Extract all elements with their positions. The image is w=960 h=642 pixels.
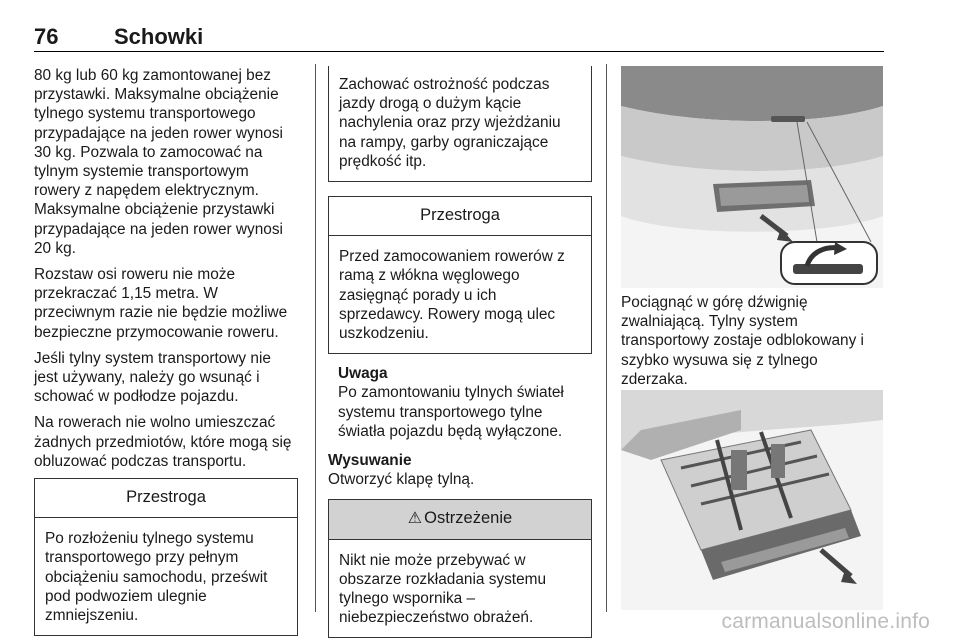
- note-body: Po zamontowaniu tylnych świateł systemu transportowego tylne światła pojazdu będą wyłączone.: [338, 384, 564, 440]
- chapter-title: Schowki: [114, 24, 204, 49]
- page-number: 76: [34, 24, 59, 49]
- warning-box-header: [329, 500, 591, 539]
- warning-triangle-icon: ⚠: [407, 510, 423, 528]
- column-2: [328, 66, 592, 638]
- caution-box-carbon: [328, 196, 592, 354]
- page-header: [34, 24, 884, 52]
- paragraph-loose-items: Na rowerach nie wolno umieszczać żadnych przedmiotów, które mogą się obluzować podczas transportu.: [34, 414, 292, 470]
- paragraph-load-limits: 80 kg lub 60 kg zamontowanej bez przystawki. Maksymalne obciążenie tylnego systemu transportowego przypadające na jeden rower wynosi 30 kg. Pozwala to zamocować na tylnym systemie transportowym rowery z napędem elektrycznym. Maksymalne obciążenie przystawki przypadające na jeden rower wynosi 20 kg.: [34, 67, 283, 257]
- illustration-release-lever: [621, 66, 883, 288]
- caution-box-body: Po rozłożeniu tylnego systemu transportowego przy pełnym obciążeniu samochodu, prześwit pod podwoziem ulegnie zmniejszeniu.: [45, 530, 268, 625]
- header-rule: [34, 51, 884, 52]
- column-divider-right: [606, 64, 607, 612]
- caution-box-clearance: [34, 478, 298, 636]
- continued-caution-box: [328, 66, 592, 182]
- paragraph-stow: Jeśli tylny system transportowy nie jest używany, należy go wsunąć i schować w podłodze pojazdu.: [34, 349, 271, 406]
- column-3-caption: Pociągnąć w górę dźwignię zwalniającą. Tylny system transportowy zostaje odblokowany i szybko wysuwa się z tylnego zderzaka.: [621, 294, 864, 388]
- warning-box-body: Nikt nie może przebywać w obszarze rozkładania systemu tylnego wspornika – niebezpieczeństwo obrażeń.: [339, 551, 547, 627]
- illustration-carrier-extended: [621, 390, 883, 610]
- column-1: [34, 66, 298, 636]
- watermark: carmanualsonline.info: [721, 610, 930, 633]
- continued-caution-text: Zachować ostrożność podczas jazdy drogą o dużym kącie nachylenia oraz przy wjeżdżaniu na rampy, garby ograniczające prędkość itp.: [339, 76, 561, 170]
- caution-box-title: Przestroga: [329, 197, 591, 236]
- column-divider-left: [315, 64, 316, 612]
- section-subheading: Wysuwanie: [328, 452, 412, 470]
- caution-box-title: Przestroga: [35, 479, 297, 518]
- warning-box: [328, 499, 592, 638]
- instruction-open-tailgate: Otworzyć klapę tylną.: [328, 471, 475, 489]
- note-title: Uwaga: [338, 365, 388, 383]
- paragraph-wheelbase: Rozstaw osi roweru nie może przekraczać 1,15 metra. W przeciwnym razie nie będzie możliwe bezpieczne przymocowanie roweru.: [34, 266, 288, 341]
- warning-box-title: Ostrzeżenie: [424, 509, 513, 528]
- caution-box-body: Przed zamocowaniem rowerów z ramą z włókna węglowego zasięgnąć porady u ich sprzedawcy. Rowery mogą ulec uszkodzeniu.: [339, 248, 565, 343]
